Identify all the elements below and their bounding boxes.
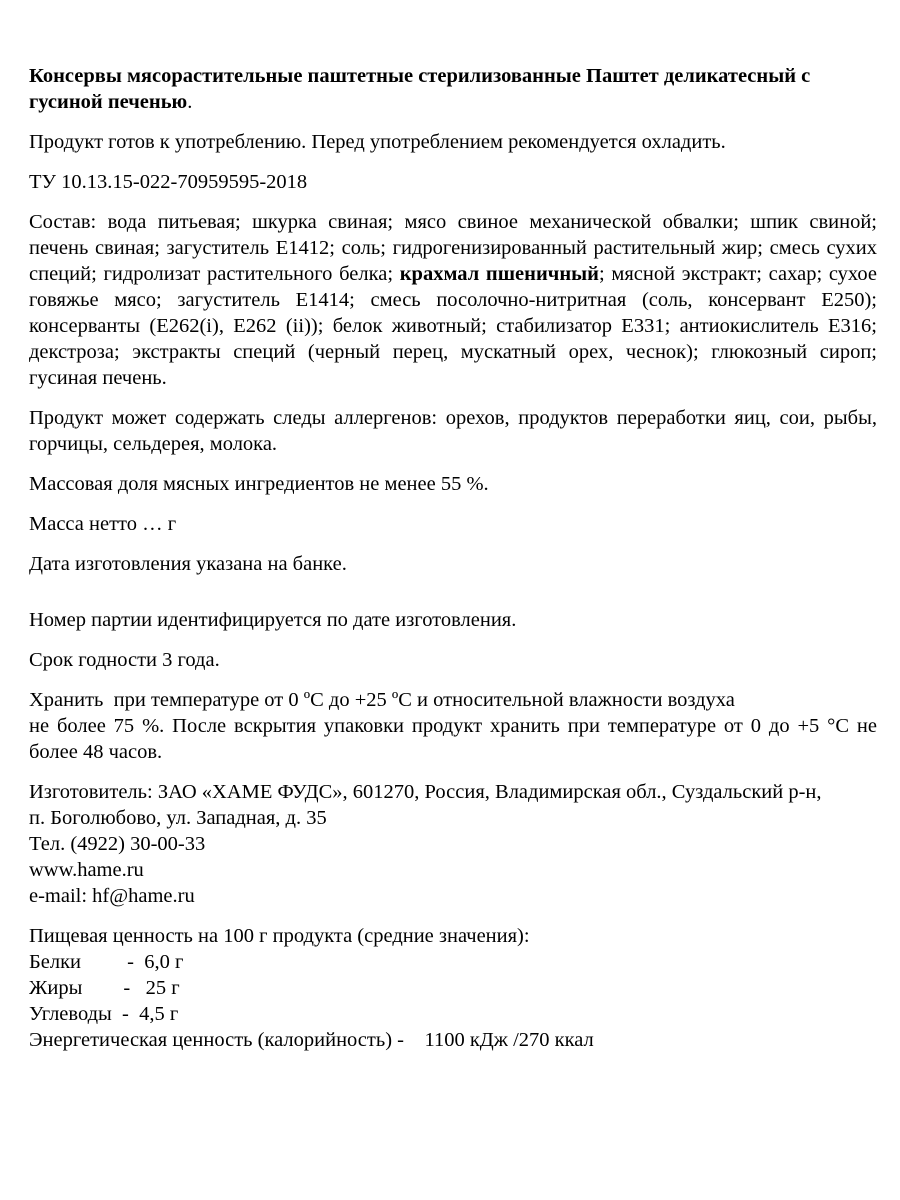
composition-paragraph bbox=[29, 209, 877, 391]
label-document bbox=[29, 63, 877, 1067]
net-mass: Масса нетто … г bbox=[29, 513, 177, 535]
storage-line-rest: не более 75 %. После вскрытия упаковки продукт хранить при температуре от 0 до +5 °С не более 48 часов. bbox=[29, 715, 877, 763]
manufacturer-name: Изготовитель: ЗАО «ХАМЕ ФУДС», 601270, Россия, Владимирская обл., Суздальский р-н, bbox=[29, 781, 822, 803]
composition-allergen-bold: крахмал пшеничный bbox=[399, 263, 599, 285]
nutrition-heading: Пищевая ценность на 100 г продукта (средние значения): bbox=[29, 925, 530, 947]
composition-text-end: ; мясной экстракт; сахар; сухое говяжье мясо; загуститель Е1414; смесь посолочно-нитритная (соль, консервант Е250); консерванты (Е262(i), Е262 (ii)); белок животный; стабилизатор Е331; антиокислитель Е316; декстроза; экстракты специй (черный перец, мускатный орех, чеснок); глюкозный сироп; гусиная печень. bbox=[29, 263, 877, 389]
technical-standard: ТУ 10.13.15-022-70959595-2018 bbox=[29, 171, 308, 193]
manufacturer-block bbox=[29, 779, 877, 909]
storage-line-1: Хранить при температуре от 0 ºС до +25 ºС и относительной влажности воздуха bbox=[29, 689, 735, 711]
production-date-note: Дата изготовления указана на банке. bbox=[29, 553, 347, 575]
shelf-life: Срок годности 3 года. bbox=[29, 649, 220, 671]
product-title-tail: . bbox=[187, 91, 193, 113]
batch-note: Номер партии идентифицируется по дате изготовления. bbox=[29, 609, 517, 631]
ready-note: Продукт готов к употреблению. Перед употреблением рекомендуется охладить. bbox=[29, 131, 726, 153]
manufacturer-phone: Тел. (4922) 30-00-33 bbox=[29, 833, 206, 855]
meat-share: Массовая доля мясных ингредиентов не менее 55 %. bbox=[29, 473, 489, 495]
product-title-bold: Консервы мясорастительные паштетные стерилизованные Паштет деликатесный с гусиной печенью bbox=[29, 65, 811, 113]
manufacturer-address: п. Боголюбово, ул. Западная, д. 35 bbox=[29, 807, 327, 829]
storage-conditions bbox=[29, 687, 877, 765]
nutrition-row-fat: Жиры - 25 г bbox=[29, 977, 180, 999]
product-title bbox=[29, 63, 877, 115]
nutrition-row-energy: Энергетическая ценность (калорийность) - 1100 кДж /270 ккал bbox=[29, 1029, 594, 1051]
composition-text-start: Состав: вода питьевая; шкурка свиная; мясо свиное механической обвалки; шпик свиной; печень свиная; загуститель Е1412; соль; гидрогенизированный растительный жир; смесь сухих специй; гидролизат растительного белка; bbox=[29, 211, 877, 285]
manufacturer-email: e-mail: hf@hame.ru bbox=[29, 885, 195, 907]
allergens-note: Продукт может содержать следы аллергенов: орехов, продуктов переработки яиц, сои, рыбы, горчицы, сельдерея, молока. bbox=[29, 407, 877, 455]
manufacturer-website: www.hame.ru bbox=[29, 859, 144, 881]
nutrition-block bbox=[29, 923, 877, 1053]
nutrition-row-protein: Белки - 6,0 г bbox=[29, 951, 184, 973]
nutrition-row-carbs: Углеводы - 4,5 г bbox=[29, 1003, 179, 1025]
